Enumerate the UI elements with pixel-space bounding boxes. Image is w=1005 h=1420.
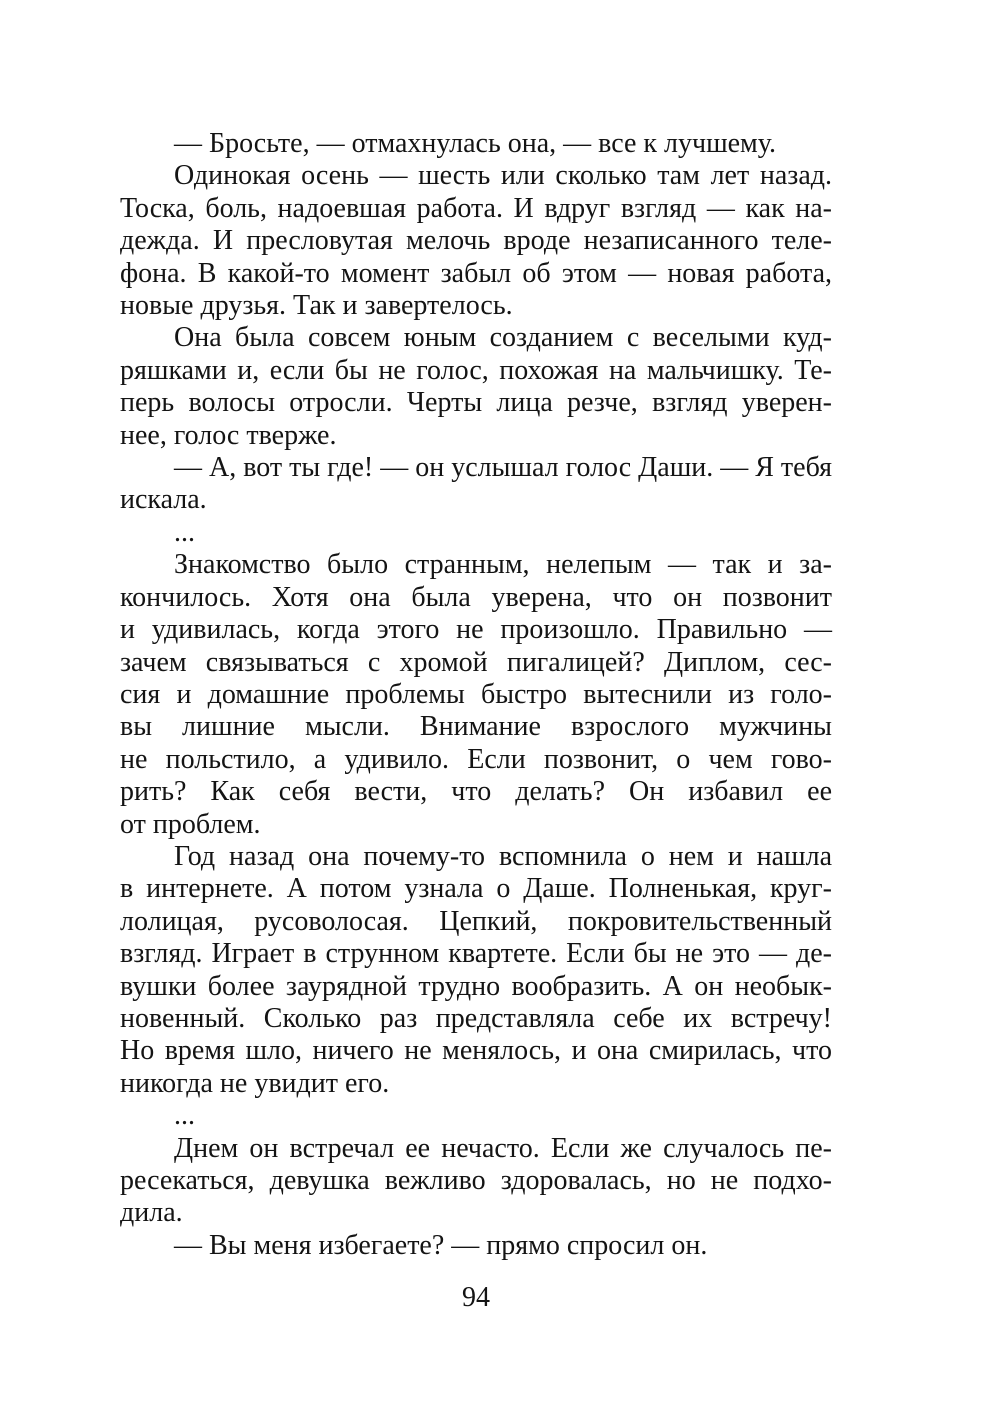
paragraph [120,1133,832,1230]
text-line: ряшками и, если бы не голос, похожая на мальчишку. Те- [120,354,832,386]
paragraph [120,1100,832,1132]
text-line: зачем связываться с хромой пигалицей? Диплом, сес- [120,646,832,678]
text-line: лолицая, русоволосая. Цепкий, покровительственный [120,905,832,937]
text-line: вушки более заурядной трудно вообразить. А он необык- [120,970,832,1002]
text-line: взгляд. Играет в струнном квартете. Если бы не это — де- [120,938,832,970]
text-line: нее, голос тверже. [120,419,337,451]
text-line: дила. [120,1197,183,1229]
text-line: новенный. Сколько раз представляла себе их встречу! [120,1002,832,1034]
paragraph [120,1230,832,1262]
text-line: Год назад она почему-то вспомнила о нем и нашла [174,840,832,872]
text-line: не польстило, а удивило. Если позвонит, о чем гово- [120,743,832,775]
text-line: вы лишние мысли. Внимание взрослого мужчины [120,711,832,743]
text-line: и удивилась, когда этого не произошло. Правильно — [120,614,832,646]
text-line: — Бросьте, — отмахнулась она, — все к лучшему. [174,128,776,159]
text-line: ... [174,1100,195,1132]
text-line: Знакомство было странным, нелепым — так и за- [174,549,832,581]
paragraph [120,549,832,841]
text-line: перь волосы отросли. Черты лица резче, взгляд уверен- [120,387,832,419]
text-line: никогда не увидит его. [120,1067,390,1099]
paragraph [120,322,832,452]
text-line: — Вы меня избегаете? — прямо спросил он. [174,1229,708,1261]
text-line: Она была совсем юным созданием с веселыми куд- [174,322,832,354]
text-line: Одинокая осень — шесть или сколько там лет назад. [174,160,832,192]
text-line: сия и домашние проблемы быстро вытеснили из голо- [120,678,832,710]
text-line: Но время шло, ничего не менялось, и она смирилась, что [120,1035,832,1067]
paragraph [120,160,832,322]
paragraph [120,841,832,1100]
text-line: от проблем. [120,808,261,840]
paragraph [120,452,832,517]
paragraph [120,128,832,160]
text-line: ресекаться, девушка вежливо здоровалась, но не подхо- [120,1165,832,1196]
text-line: ... [174,516,195,548]
text-line: Днем он встречал ее нечасто. Если же случалось пе- [174,1132,832,1164]
text-line: фона. В какой-то момент забыл об этом — новая работа, [120,257,832,289]
text-line: кончилось. Хотя она была уверена, что он позвонит [120,581,832,613]
text-line: Тоска, боль, надоевшая работа. И вдруг взгляд — как на- [120,192,832,224]
page-number: 94 [462,1282,490,1313]
text-line: искала. [120,484,207,516]
text-block [120,128,832,1262]
text-line: новые друзья. Так и завертелось. [120,290,513,322]
text-line: дежда. И пресловутая мелочь вроде незаписанного теле- [120,225,832,257]
text-line: в интернете. А потом узнала о Даше. Полненькая, круг- [120,873,832,905]
text-line: рить? Как себя вести, что делать? Он избавил ее [120,776,832,808]
text-line: — А, вот ты где! — он услышал голос Даши. — Я тебя [174,452,833,484]
paragraph [120,517,832,549]
